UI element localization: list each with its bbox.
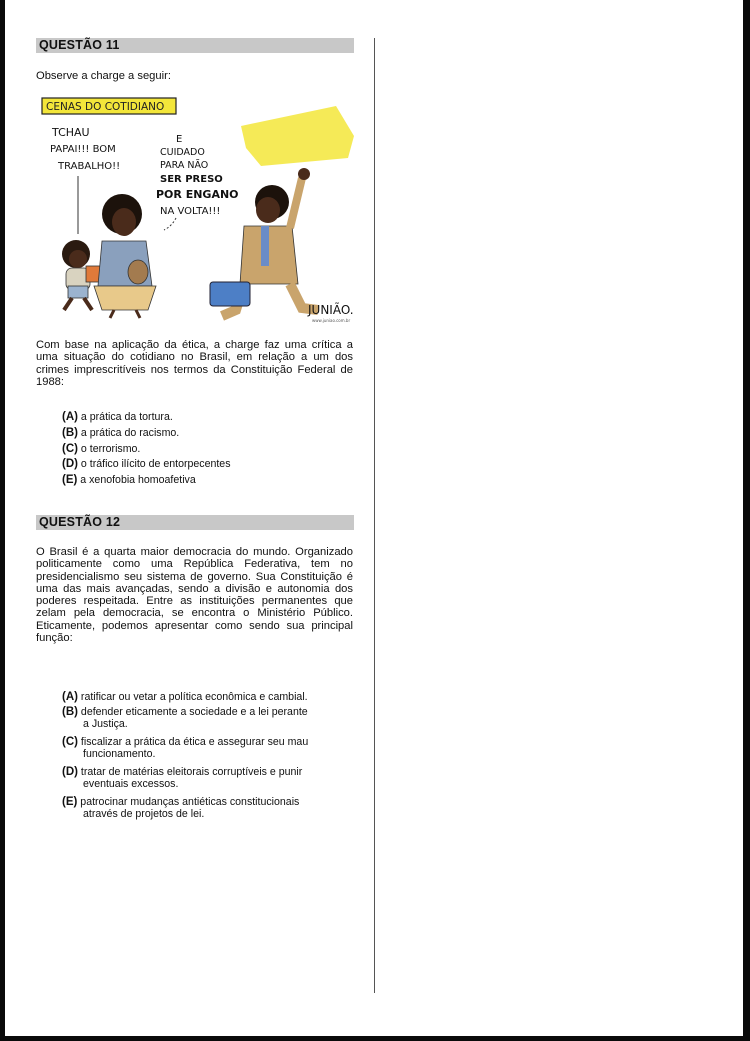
option-text: defender eticamente a sociedade e a lei perante: [80, 706, 308, 718]
mother-figure: [94, 194, 156, 318]
bubble-right-line-2: CUIDADO: [160, 147, 205, 158]
briefcase-icon: [210, 282, 250, 306]
option-letter: (B): [62, 427, 78, 439]
option-text-continuation: eventuais excessos.: [83, 778, 179, 790]
question-11-body: Com base na aplicação da ética, a charge faz uma crítica a uma situação do cotidiano no Brasil, em relação a um dos crimes imprescritíveis nos termos da Constituição Federal de 1988:: [36, 339, 353, 388]
bubble-right-line-6: NA VOLTA!!!: [160, 206, 221, 217]
option-letter: (C): [62, 736, 78, 748]
bubble-right-line-5: POR ENGANO: [156, 188, 239, 201]
option-text: tratar de matérias eleitorais corruptíveis e punir: [80, 766, 303, 778]
option-text: a xenofobia homoafetiva: [80, 474, 196, 486]
yellow-background-shape: [241, 106, 354, 166]
bubble-left-line-1: TCHAU: [52, 126, 90, 139]
option-text: o terrorismo.: [80, 443, 141, 455]
option-letter: (A): [62, 691, 78, 703]
child-figure: [62, 240, 100, 310]
q12-option-a[interactable]: [62, 691, 354, 703]
option-text: o tráfico ilícito de entorpecentes: [80, 458, 231, 470]
option-letter: (D): [62, 766, 78, 778]
question-11-header: QUESTÃO 11: [36, 38, 354, 53]
option-letter: (E): [62, 796, 78, 808]
q11-option-c[interactable]: [62, 443, 354, 455]
option-text-continuation: através de projetos de lei.: [83, 808, 205, 820]
option-text: a prática da tortura.: [80, 411, 173, 423]
option-text-continuation: funcionamento.: [83, 748, 156, 760]
q11-option-a[interactable]: [62, 411, 354, 423]
option-text-continuation: a Justiça.: [83, 718, 128, 730]
cartoon-image: [36, 96, 358, 328]
cartoon-site: www.juniao.com.br: [312, 318, 351, 323]
bubble-right-line-1: E: [176, 134, 183, 145]
column-divider: [374, 38, 375, 993]
q12-option-c[interactable]: [62, 736, 354, 760]
cartoon-signature: JUNIÃO.: [308, 303, 354, 317]
q11-option-b[interactable]: [62, 427, 354, 439]
q12-option-d[interactable]: [62, 766, 354, 790]
q12-option-b[interactable]: [62, 706, 354, 730]
option-letter: (B): [62, 706, 78, 718]
question-11-intro: Observe a charge a seguir:: [36, 70, 171, 82]
bubble-right-line-3: PARA NÃO: [160, 160, 209, 171]
bubble-right-line-4: SER PRESO: [160, 174, 223, 185]
question-12-body: O Brasil é a quarta maior democracia do mundo. Organizado politicamente como uma República Federativa, tem no presidencialismo seu sistema de governo. Sua Constituição é uma das mais avançadas, sendo a divisão e autonomia dos poderes respeitada. Entre as instituições permanentes que zelam pela democracia, se encontra o Ministério Público. Eticamente, podemos apresentar como sendo sua principal função:: [36, 546, 353, 645]
option-text: fiscalizar a prática da ética e assegurar seu mau: [80, 736, 309, 748]
q12-option-e[interactable]: [62, 796, 354, 820]
option-letter: (A): [62, 411, 78, 423]
option-text: patrocinar mudanças antiéticas constitucionais: [80, 796, 300, 808]
question-12-header: QUESTÃO 12: [36, 515, 354, 530]
q11-option-e[interactable]: [62, 474, 354, 486]
option-letter: (D): [62, 458, 78, 470]
bubble-left-line-3: TRABALHO!!: [58, 161, 121, 172]
option-letter: (C): [62, 443, 78, 455]
option-text: ratificar ou vetar a política econômica e cambial.: [80, 691, 308, 703]
option-text: a prática do racismo.: [80, 427, 180, 439]
bubble-right-tail: [164, 218, 176, 230]
bubble-left-line-2: PAPAI!!! BOM: [50, 144, 116, 155]
option-letter: (E): [62, 474, 78, 486]
q11-option-d[interactable]: [62, 458, 354, 470]
cartoon-header-text: CENAS DO COTIDIANO: [46, 101, 165, 113]
